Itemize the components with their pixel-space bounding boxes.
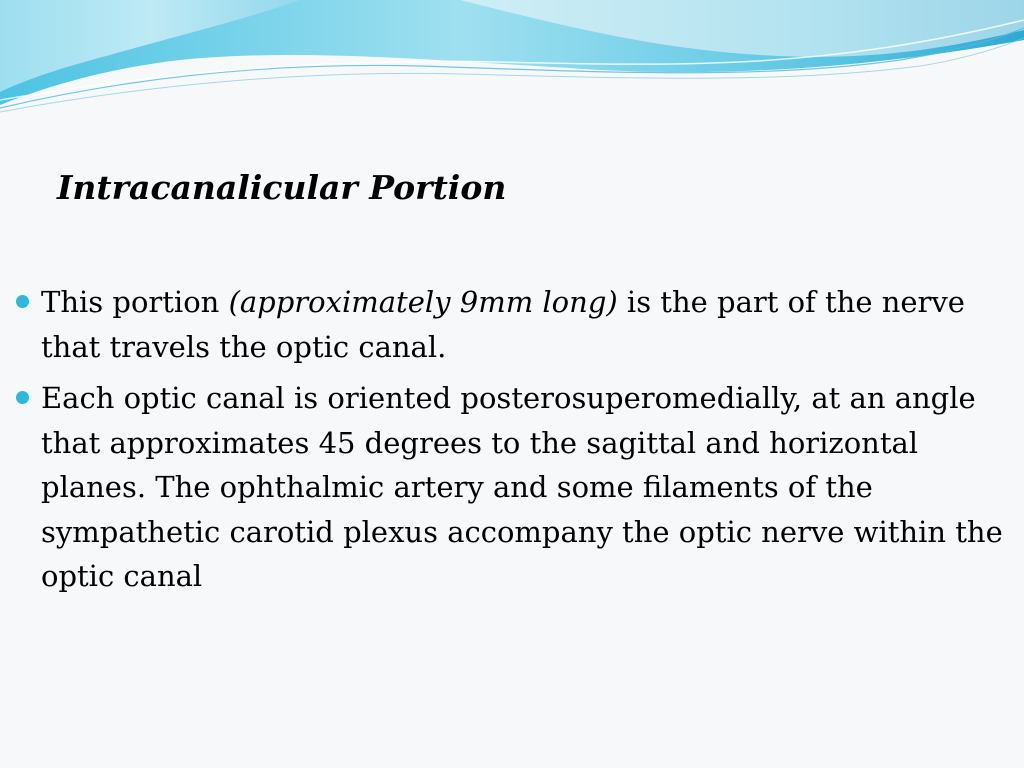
bullet-text-prefix: This portion bbox=[41, 285, 229, 319]
bullet-text-suffix: is the part of the nerve that travels the optic canal. bbox=[41, 285, 965, 364]
bullet-dot-icon bbox=[16, 391, 29, 404]
bullet-text-emphasis: (approximately 9mm long) bbox=[228, 285, 618, 319]
bullet-text: Each optic canal is oriented posterosuperomedially, at an angle that approximates 45 degrees to the sagittal and horizontal planes. The ophthalmic artery and some filaments of the sympathetic carotid plexus accompany the optic nerve within the optic canal bbox=[41, 381, 1003, 593]
bullet-item bbox=[16, 280, 1016, 369]
bullet-list bbox=[16, 280, 1016, 606]
header-wave-decoration bbox=[0, 0, 1024, 120]
slide-title: Intracanalicular Portion bbox=[57, 168, 507, 207]
bullet-item bbox=[16, 376, 1016, 599]
bullet-dot-icon bbox=[16, 295, 29, 308]
